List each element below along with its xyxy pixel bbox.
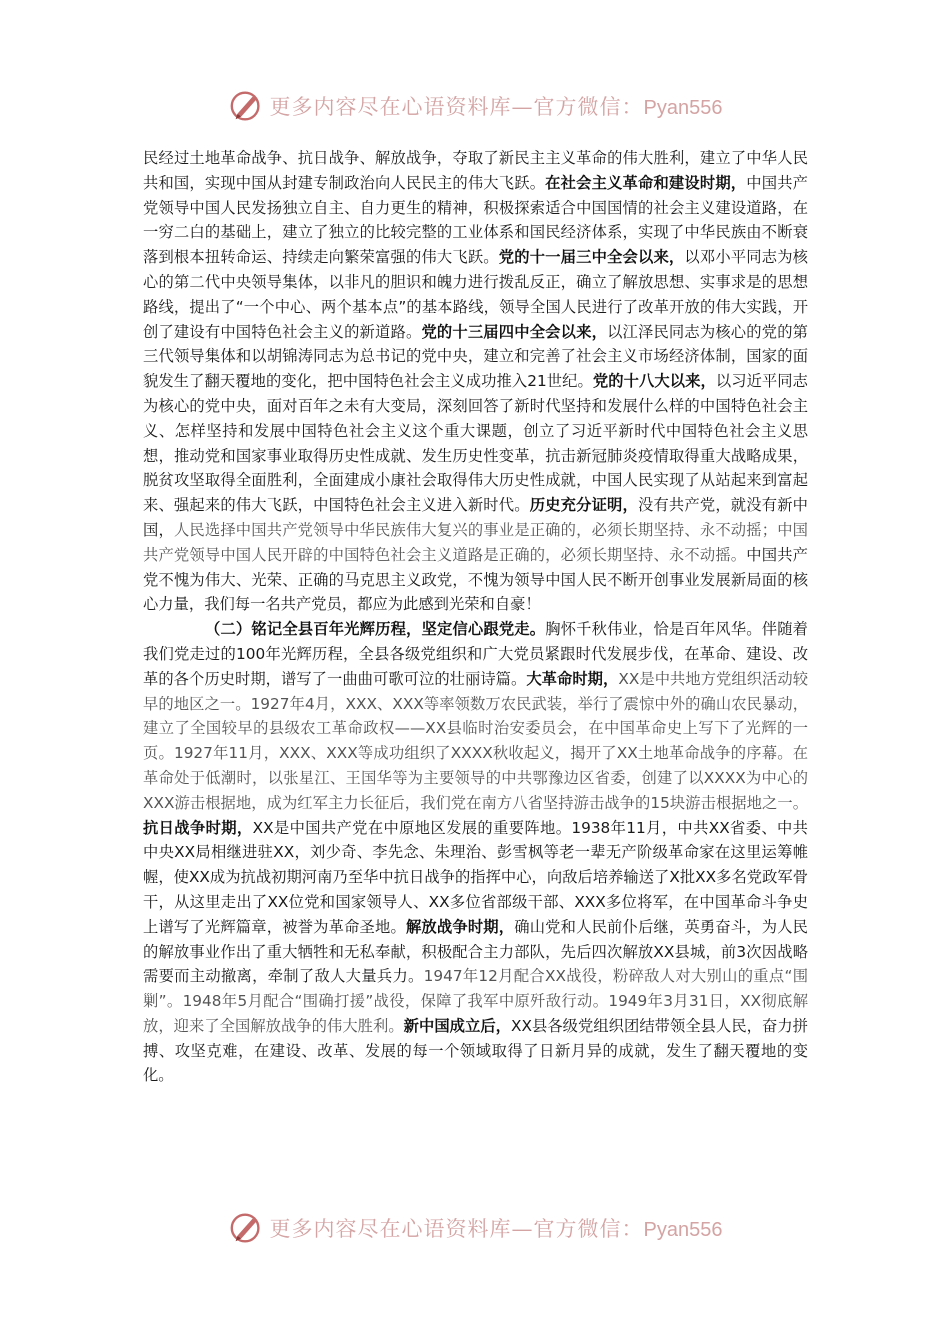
watermark-text: 更多内容尽在心语资料库—官方微信：Pyan556 bbox=[269, 1217, 723, 1241]
paragraph-history: 民经过土地革命战争、抗日战争、解放战争，夺取了新民主主义革命的伟大胜利，建立了中华人民共和国，实现中国从封建专制政治向人民民主的伟大飞跃。在社会主义革命和建设时期，中国共产党领导中国人民发扬独立自主、自力更生的精神，积极探索适合中国国情的社会主义建设道路，在一穷二白的基础上，建立了独立的比较完整的工业体系和国民经济体系，实现了中华民族由不断衰落到根本扭转命运、持续走向繁荣富强的伟大飞跃。党的十一届三中全会以来，以邓小平同志为核心的第二代中央领导集体，以非凡的胆识和魄力进行拨乱反正，确立了解放思想、实事求是的思想路线，提出了“一个中心、两个基本点”的基本路线，领导全国人民进行了改革开放的伟大实践，开创了建设有中国特色社会主义的新道路。党的十三届四中全会以来，以江泽民同志为核心的党的第三代领导集体和以胡锦涛同志为总书记的党中央，建立和完善了社会主义市场经济体制，国家的面貌发生了翻天覆地的变化，把中国特色社会主义成功推入21世纪。党的十八大以来，以习近平同志为核心的党中央，面对百年之未有大变局，深刻回答了新时代坚持和发展什么样的中国特色社会主义、怎样坚持和发展中国特色社会主义这个重大课题，创立了习近平新时代中国特色社会主义思想，推动党和国家事业取得历史性成就、发生历史性变革，抗击新冠肺炎疫情取得重大战略成果，脱贫攻坚取得全面胜利，全面建成小康社会取得伟大历史性成就，中国人民实现了从站起来到富起来、强起来的伟大飞跃，中国特色社会主义进入新时代。历史充分证明，没有共产党，就没有新中国，人民选择中国共产党领导中华民族伟大复兴的事业是正确的，必须长期坚持、永不动摇；中国共产党领导中国人民开辟的中国特色社会主义道路是正确的，必须长期坚持、永不动摇。中国共产党不愧为伟大、光荣、正确的马克思主义政党，不愧为领导中国人民不断开创事业发展新局面的核心力量，我们每一名共产党员，都应为此感到光荣和自豪！ bbox=[143, 149, 808, 614]
pen-logo-icon bbox=[228, 1209, 266, 1247]
header-watermark bbox=[0, 84, 950, 128]
footer-watermark bbox=[0, 1206, 950, 1250]
watermark-text: 更多内容尽在心语资料库—官方微信：Pyan556 bbox=[269, 95, 723, 119]
watermark-id: Pyan556 bbox=[643, 1219, 723, 1241]
pen-logo-icon bbox=[228, 87, 266, 125]
paragraph-county-history: （二）铭记全县百年光辉历程，坚定信心跟党走。胸怀千秋伟业，恰是百年风华。伴随着我们党走过的100年光辉历程，全县各级党组织和广大党员紧跟时代发展步伐，在革命、建设、改革的各个历史时期，谱写了一曲曲可歌可泣的壮丽诗篇。大革命时期，XX是中共地方党组织活动较早的地区之一。1927年4月，XXX、XXX等率领数万农民武装，举行了震惊中外的确山农民暴动，建立了全国较早的县级农工革命政权——XX县临时治安委员会，在中国革命史上写下了光辉的一页。1927年11月，XXX、XXX等成功组织了XXXX秋收起义，揭开了XX土地革命战争的序幕。在革命处于低潮时，以张星江、王国华等为主要领导的中共鄂豫边区省委，创建了以XXXX为中心的XXX游击根据地，成为红军主力长征后，我们党在南方八省坚持游击战争的15块游击根据地之一。抗日战争时期，XX是中国共产党在中原地区发展的重要阵地。1938年11月，中共XX省委、中共中央XX局相继进驻XX，刘少奇、李先念、朱理治、彭雪枫等老一辈无产阶级革命家在这里运筹帷幄，使XX成为抗战初期河南乃至华中抗日战争的指挥中心，向敌后培养输送了X批XX多名党政军骨干，从这里走出了XX位党和国家领导人、XX多位省部级干部、XXX多位将军，在中国革命斗争史上谱写了光辉篇章，被誉为革命圣地。解放战争时期，确山党和人民前仆后继，英勇奋斗，为人民的解放事业作出了重大牺牲和无私奉献，积极配合主力部队，先后四次解放XX县城，前3次因战略需要而主动撤离，牵制了敌人大量兵力。1947年12月配合XX战役，粉碎敌人对大别山的重点“围剿”。1948年5月配合“围确打援”战役，保障了我军中原歼敌行动。1949年3月31日，XX彻底解放，迎来了全国解放战争的伟大胜利。新中国成立后，XX县各级党组织团结带领全县人民，奋力拼搏、攻坚克难，在建设、改革、发展的每一个领域取得了日新月异的成就，发生了翻天覆地的变化。 bbox=[143, 620, 808, 1085]
watermark-id: Pyan556 bbox=[643, 97, 723, 119]
document-body bbox=[143, 146, 808, 1088]
